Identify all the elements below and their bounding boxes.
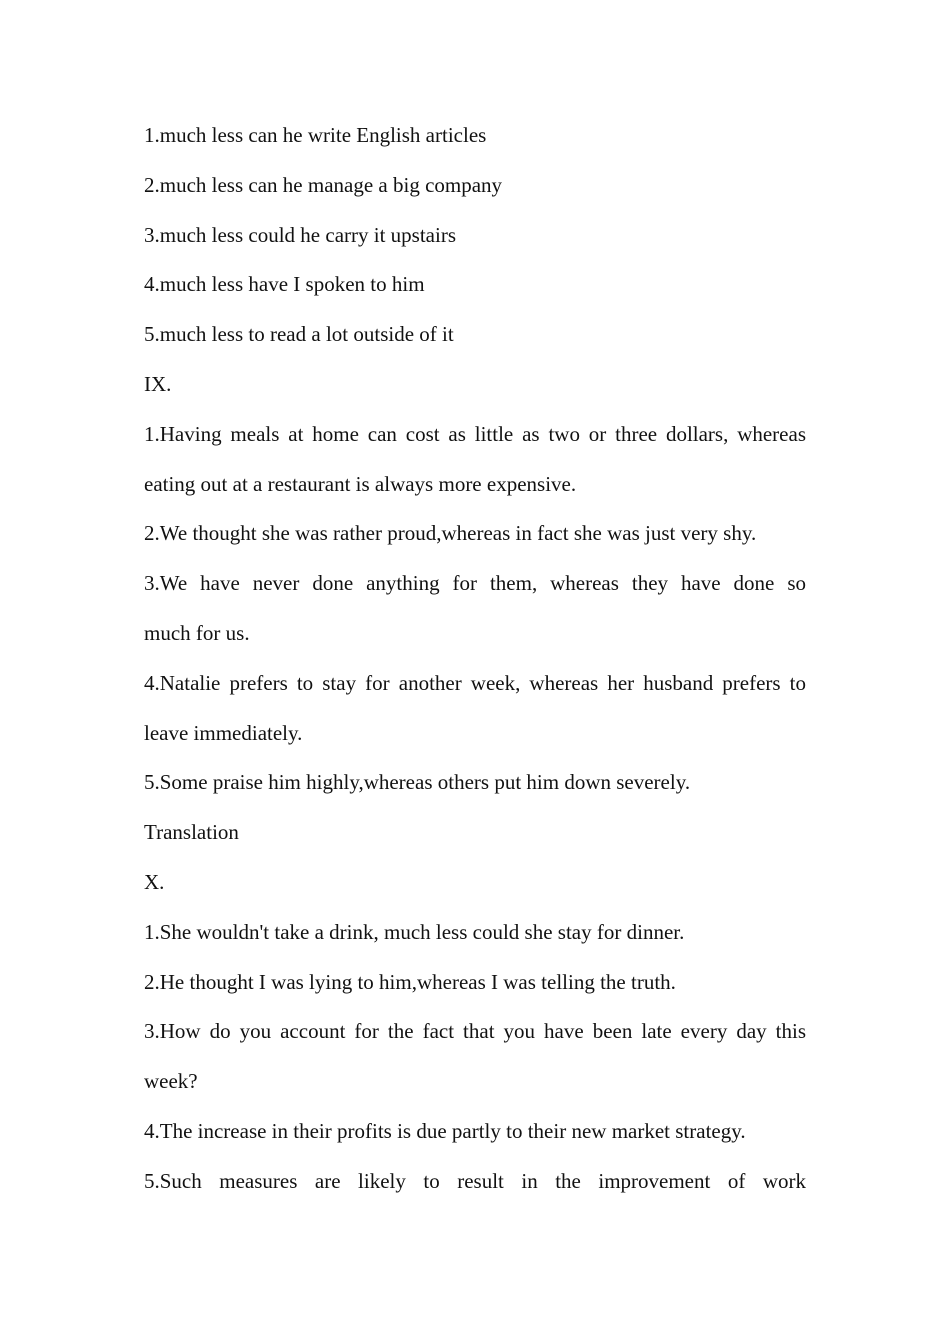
answer-line: 3.How do you account for the fact that you have been late every day this: [144, 1019, 806, 1044]
answer-line: 3.We have never done anything for them, whereas they have done so: [144, 571, 806, 596]
answer-line: leave immediately.: [144, 720, 303, 745]
answer-line: eating out at a restaurant is always more expensive.: [144, 471, 577, 496]
section-heading-x: X.: [144, 869, 165, 894]
answer-line: 1.Having meals at home can cost as little as two or three dollars, whereas: [144, 421, 806, 446]
answer-line: 2.He thought I was lying to him,whereas I was telling the truth.: [144, 969, 676, 994]
answer-line: 1.much less can he write English articles: [144, 123, 487, 147]
document-body: [144, 111, 806, 1207]
answer-line: 4.much less have I spoken to him: [144, 272, 425, 297]
answer-line: 4.The increase in their profits is due partly to their new market strategy.: [144, 1118, 746, 1143]
answer-line: much for us.: [144, 620, 250, 645]
answer-line: week?: [144, 1069, 198, 1094]
answer-line: 5.Some praise him highly,whereas others put him down severely.: [144, 770, 691, 795]
answer-line: 4.Natalie prefers to stay for another week, whereas her husband prefers to: [144, 670, 806, 695]
answer-line: 5.much less to read a lot outside of it: [144, 322, 454, 347]
answer-line: 2.We thought she was rather proud,whereas in fact she was just very shy.: [144, 521, 757, 546]
answer-line: 3.much less could he carry it upstairs: [144, 222, 457, 247]
answer-line: 5.Such measures are likely to result in the improvement of work: [144, 1168, 806, 1193]
answer-line: 2.much less can he manage a big company: [144, 172, 503, 197]
section-heading-ix: IX.: [144, 371, 172, 396]
section-heading-translation: Translation: [144, 820, 239, 845]
answer-line: 1.She wouldn't take a drink, much less could she stay for dinner.: [144, 919, 685, 944]
